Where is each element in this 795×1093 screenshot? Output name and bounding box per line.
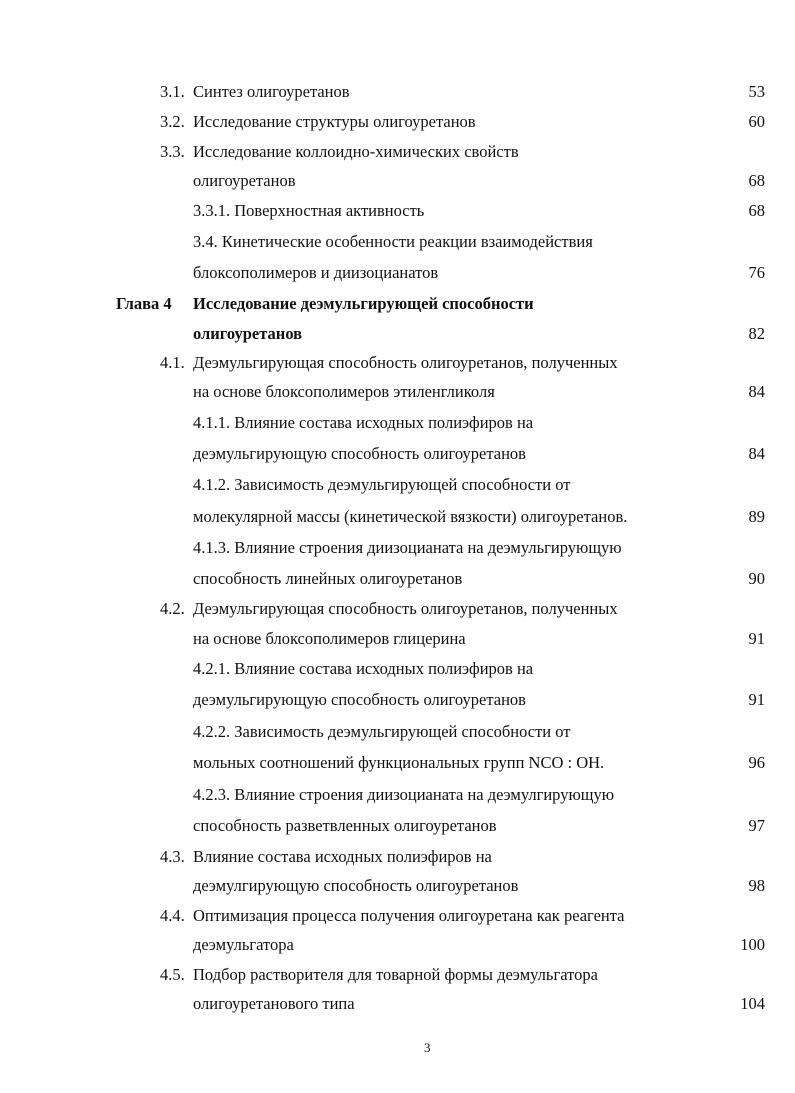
toc-page-number: 76 [748,263,765,282]
chapter-label: Глава 4 [116,294,172,313]
toc-entry-title: Синтез олигоуретанов [193,82,350,101]
toc-page-number: 84 [748,382,765,401]
toc-entry-title: 3.4. Кинетические особенности реакции взаимодействия [193,232,593,251]
toc-entry-title: Оптимизация процесса получения олигоуретана как реагента [193,906,625,925]
toc-entry-title-cont: способность разветвленных олигоуретанов [193,816,497,835]
toc-entry-title: 4.2.1. Влияние состава исходных полиэфиров на [193,659,534,678]
toc-number: 4.3. [160,847,185,866]
toc-page-number: 98 [748,876,765,895]
toc-entry-title-cont: олигоуретанового типа [193,994,355,1013]
toc-entry-title: 4.1.1. Влияние состава исходных полиэфиров на [193,413,534,432]
toc-number: 3.2. [160,112,185,131]
toc-entry-title: 4.2.2. Зависимость деэмульгирующей способности от [193,722,571,741]
toc-number: 4.5. [160,965,185,984]
toc-page-number: 90 [748,569,765,588]
toc-number: 4.1. [160,353,185,372]
toc-entry-title-cont: мольных соотношений функциональных групп NCO : OH. [193,753,605,772]
toc-entry-title-cont: олигоуретанов [193,171,296,190]
toc-entry-title-cont: деэмулгирующую способность олигоуретанов [193,876,519,895]
page-number: 3 [424,1040,431,1055]
toc-entry-title-cont: блоксополимеров и диизоцианатов [193,263,439,282]
toc-page-number: 68 [748,171,765,190]
toc-page-number: 100 [740,935,765,954]
toc-number: 3.3. [160,142,185,161]
toc-page-number: 89 [748,507,765,526]
toc-number: 4.2. [160,599,185,618]
toc-page-number: 97 [748,816,765,835]
toc-entry-title: Исследование структуры олигоуретанов [193,112,476,131]
toc-page-number: 53 [748,82,765,101]
toc-page-number: 82 [748,324,765,343]
toc-page-number: 84 [748,444,765,463]
toc-entry-title: 3.3.1. Поверхностная активность [193,201,425,220]
toc-entry-title-cont: деэмульгатора [193,935,294,954]
toc-page-number: 60 [748,112,765,131]
toc-number: 4.4. [160,906,185,925]
toc-page-number: 91 [748,690,765,709]
toc-entry-title-cont: способность линейных олигоуретанов [193,569,463,588]
toc-entry-title: Подбор растворителя для товарной формы деэмульгатора [193,965,598,984]
toc-entry-title-cont: молекулярной массы (кинетической вязкости) олигоуретанов. [193,507,628,526]
toc-entry-title-cont: деэмульгирующую способность олигоуретанов [193,690,526,709]
toc-entry-title: 4.2.3. Влияние строения диизоцианата на деэмулгирующую [193,785,615,804]
toc-entry-title: 4.1.2. Зависимость деэмульгирующей способности от [193,475,571,494]
toc-entry-title: Исследование коллоидно-химических свойств [193,142,519,161]
chapter-title-cont: олигоуретанов [193,324,303,343]
toc-entry-title: Деэмульгирующая способность олигоуретанов, полученных [193,353,618,372]
toc-entry-title: Деэмульгирующая способность олигоуретанов, полученных [193,599,618,618]
toc-page-number: 68 [748,201,765,220]
toc-entry-title-cont: на основе блоксополимеров этиленгликоля [193,382,495,401]
toc-number: 3.1. [160,82,185,101]
toc-page-number: 91 [748,629,765,648]
toc-entry-title: 4.1.3. Влияние строения диизоцианата на деэмульгирующую [193,538,622,557]
toc-entry-title-cont: деэмульгирующую способность олигоуретанов [193,444,526,463]
toc-entry-title-cont: на основе блоксополимеров глицерина [193,629,466,648]
toc-entry-title: Влияние состава исходных полиэфиров на [193,847,492,866]
toc-page-number: 96 [748,753,765,772]
chapter-title: Исследование деэмульгирующей способности [193,294,534,313]
toc-page-number: 104 [740,994,765,1013]
